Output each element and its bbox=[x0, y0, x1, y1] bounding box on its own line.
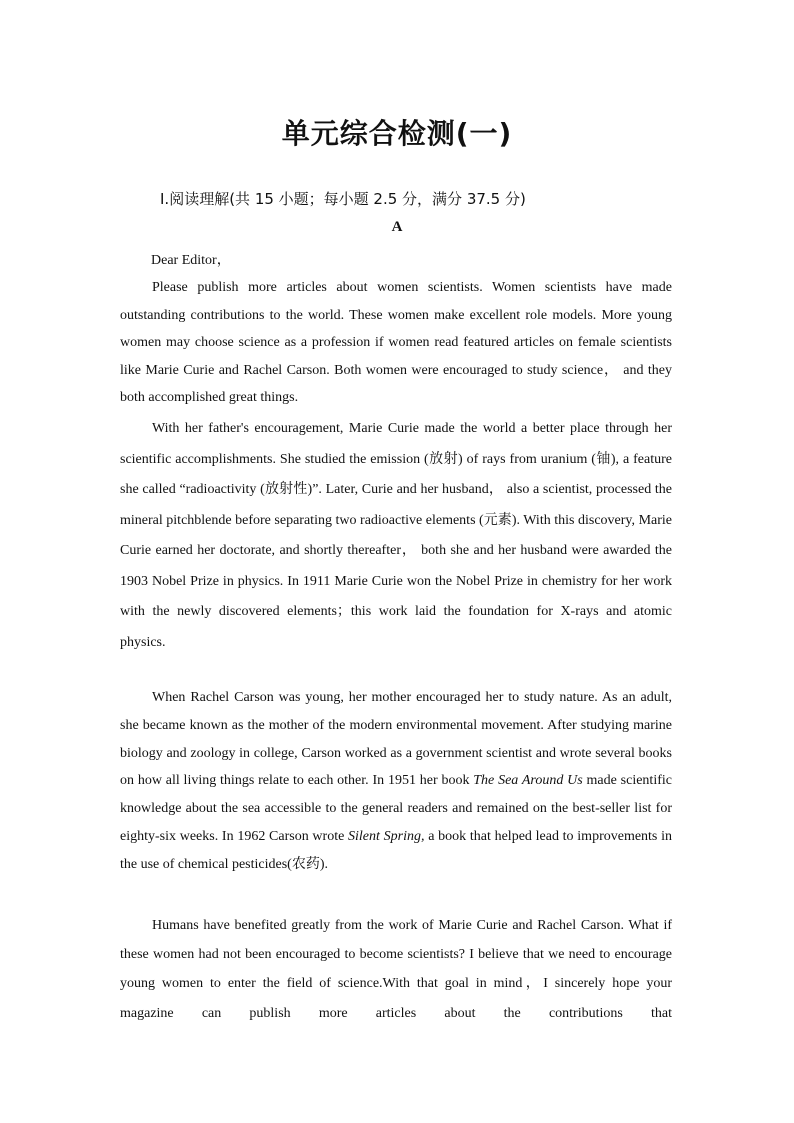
paragraph-3-part-2: made scientific knowledge about the sea accessible to the general readers and remained on the best-seller list for eighty-six weeks. In 1962 Carson wrote bbox=[120, 773, 672, 844]
paragraph-4-text: Humans have benefited greatly from the work of Marie Curie and Rachel Carson. What if these women had not been encouraged to become scientists? I believe that we need to encourage young women to enter the field of science.With that goal in mind，I sincerely hope your magazine can publish more articles about the contributions that bbox=[120, 918, 672, 1021]
book-title-silent-spring: Silent Spring, bbox=[348, 828, 425, 844]
paragraph-2 bbox=[120, 414, 672, 658]
page-title: 单元综合检测(一) bbox=[281, 117, 513, 150]
paragraph-3 bbox=[120, 684, 672, 879]
book-title-sea-around-us: The Sea Around Us bbox=[473, 773, 583, 789]
paragraph-3-text bbox=[120, 684, 672, 879]
letter-salutation: Dear Editor， bbox=[151, 253, 231, 268]
paragraph-1-text: Please publish more articles about women scientists. Women scientists have made outstanding contributions to the world. These women make excellent role models. More young women may choose science as a profession if women read featured articles on female scientists like Marie Curie and Rachel Carson. Both women were encouraged to study science， and they both accomplished great things. bbox=[120, 280, 672, 406]
paragraph-1 bbox=[120, 274, 672, 412]
paragraph-3-part-3: a book that helped lead to improvements in the use of chemical pesticides(农药). bbox=[120, 828, 672, 872]
section-heading: Ⅰ.阅读理解(共 15 小题；每小题 2.5 分，满分 37.5 分) bbox=[160, 190, 526, 208]
paragraph-2-text: With her father's encouragement, Marie Curie made the world a better place through her scientific accomplishments. She studied the emission (放射) of rays from uranium (铀), a feature she called “radioactivity (放射性)”. Later, Curie and her husband， also a scientist, processed the mineral pitchblende before separating two radioactive elements (元素). With this discovery, Marie Curie earned her doctorate, and shortly thereafter， both she and her husband were awarded the 1903 Nobel Prize in physics. In 1911 Marie Curie won the Nobel Prize in chemistry for her work with the newly discovered elements；this work laid the foundation for X-rays and atomic physics. bbox=[120, 421, 672, 650]
passage-label: A bbox=[391, 219, 403, 235]
paragraph-3-part-1: When Rachel Carson was young, her mother encouraged her to study nature. As an adult, she became known as the mother of the modern environmental movement. After studying marine biology and zoology in college, Carson worked as a government scientist and wrote several books on how all living things relate to each other. In 1951 her book bbox=[120, 690, 672, 789]
paragraph-4 bbox=[120, 911, 672, 1028]
